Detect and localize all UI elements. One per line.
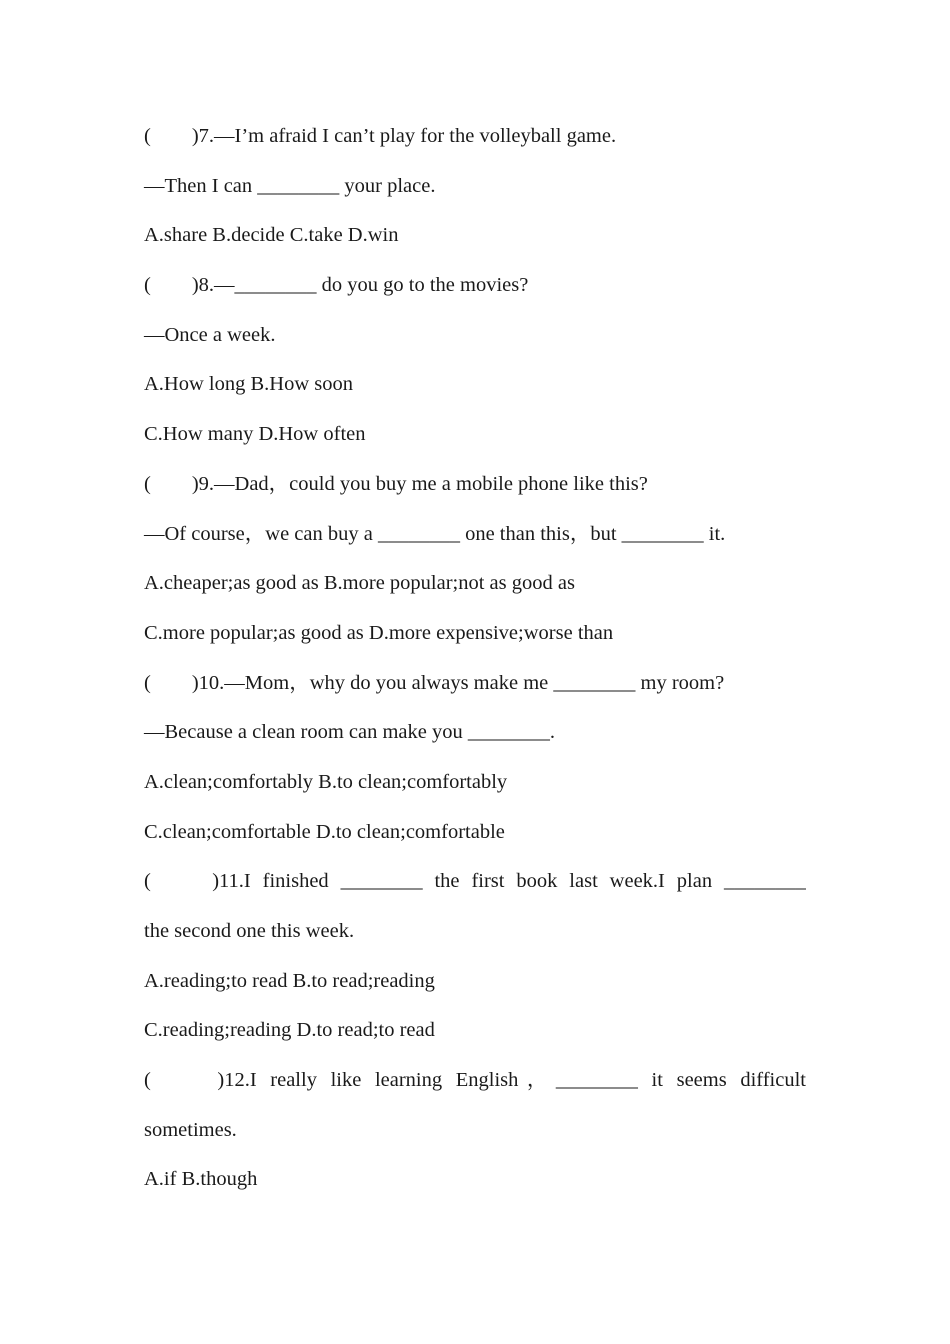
question-11-stem: ( )11.I finished ________ the first book last week.I plan ________ <box>144 870 806 893</box>
question-12-options-ab: A.if B.though <box>144 1168 258 1191</box>
question-10-response: —Because a clean room can make you ________. <box>144 721 556 744</box>
question-9-response: —Of course，we can buy a ________ one than this，but ________ it. <box>144 522 726 545</box>
question-8-response: —Once a week. <box>144 323 276 346</box>
question-8-options-cd: C.How many D.How often <box>144 423 366 446</box>
question-10-options-cd: C.clean;comfortable D.to clean;comfortable <box>144 820 505 843</box>
question-7-response: —Then I can ________ your place. <box>144 174 436 197</box>
question-7-stem: ( )7.—I’m afraid I can’t play for the volleyball game. <box>144 125 617 147</box>
question-11-continuation: the second one this week. <box>144 920 355 942</box>
question-9-options-ab: A.cheaper;as good as B.more popular;not as good as <box>144 572 575 595</box>
question-10-options-ab: A.clean;comfortably B.to clean;comfortably <box>144 770 508 793</box>
question-9-options-cd: C.more popular;as good as D.more expensive;worse than <box>144 621 614 644</box>
question-9-stem: ( )9.—Dad，could you buy me a mobile phone like this? <box>144 472 648 495</box>
question-10-stem: ( )10.—Mom，why do you always make me ________ my room? <box>144 671 725 694</box>
question-8-stem: ( )8.—________ do you go to the movies? <box>144 274 529 297</box>
question-8-options-ab: A.How long B.How soon <box>144 373 353 396</box>
question-11-options-ab: A.reading;to read B.to read;reading <box>144 969 435 992</box>
question-11-options-cd: C.reading;reading D.to read;to read <box>144 1019 435 1042</box>
question-list <box>144 112 806 1205</box>
question-12-stem: ( )12.I really like learning English，________ it seems difficult <box>144 1069 806 1092</box>
question-7-options: A.share B.decide C.take D.win <box>144 224 399 247</box>
question-12-continuation: sometimes. <box>144 1118 237 1141</box>
